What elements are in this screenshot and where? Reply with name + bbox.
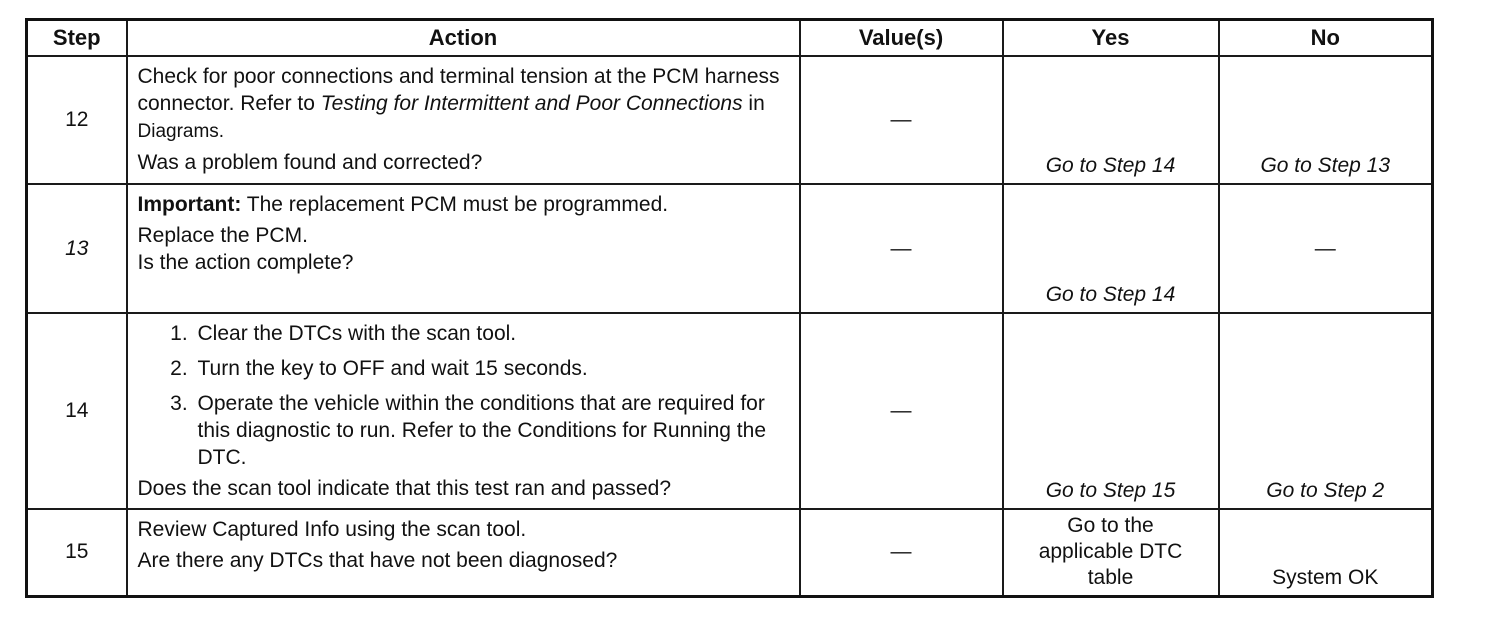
header-values: Value(s) [800, 20, 1003, 57]
action-reference: Testing for Intermittent and Poor Connections [320, 92, 743, 115]
important-text: The replacement PCM must be programmed. [241, 193, 669, 216]
header-action: Action [127, 20, 800, 57]
action-question: Was a problem found and corrected? [137, 151, 483, 174]
yes-cell [1003, 509, 1219, 596]
value-cell: — [800, 313, 1003, 509]
yes-cell: Go to Step 15 [1003, 313, 1219, 509]
important-label: Important: [137, 193, 242, 216]
value-cell: — [800, 184, 1003, 313]
action-text-post: Diagrams. [137, 121, 225, 142]
step-number: 14 [27, 313, 127, 509]
step-number: 12 [27, 56, 127, 184]
list-item: 3. Operate the vehicle within the conditions that are required for this diagnostic to run. Refer to the Conditions for Running the DTC. [194, 390, 791, 471]
header-yes: Yes [1003, 20, 1219, 57]
action-cell [127, 509, 800, 596]
yes-cell: Go to Step 14 [1003, 56, 1219, 184]
action-text-in: in [742, 92, 765, 115]
action-text: Review Captured Info using the scan tool. [137, 518, 527, 541]
action-question: Does the scan tool indicate that this test ran and passed? [137, 477, 672, 500]
header-step: Step [27, 20, 127, 57]
list-item: 2. Turn the key to OFF and wait 15 seconds. [194, 355, 791, 382]
yes-text: Go to the applicable DTC table [1038, 514, 1183, 590]
action-question: Is the action complete? [137, 251, 354, 274]
yes-cell: Go to Step 14 [1003, 184, 1219, 313]
step-number: 15 [27, 509, 127, 596]
action-text-pre: Check for poor connections and terminal tension at the PCM harness connector. Refer to [137, 65, 780, 115]
action-cell [127, 56, 800, 184]
no-cell: — [1219, 184, 1433, 313]
table-row [27, 184, 1433, 313]
value-cell: — [800, 509, 1003, 596]
diagnostic-table [25, 18, 1434, 598]
no-cell: Go to Step 13 [1219, 56, 1433, 184]
no-cell: System OK [1219, 509, 1433, 596]
action-steps-list [138, 320, 791, 471]
header-row [27, 20, 1433, 57]
action-cell [127, 313, 800, 509]
step-number: 13 [27, 184, 127, 313]
action-text: Replace the PCM. [137, 224, 308, 247]
header-no: No [1219, 20, 1433, 57]
action-question: Are there any DTCs that have not been diagnosed? [137, 549, 618, 572]
action-text [138, 63, 791, 145]
no-cell: Go to Step 2 [1219, 313, 1433, 509]
list-item: 1. Clear the DTCs with the scan tool. [194, 320, 791, 347]
important-note [138, 191, 791, 218]
table-row [27, 313, 1433, 509]
value-cell: — [800, 56, 1003, 184]
table-row [27, 56, 1433, 184]
action-cell [127, 184, 800, 313]
table-row [27, 509, 1433, 596]
